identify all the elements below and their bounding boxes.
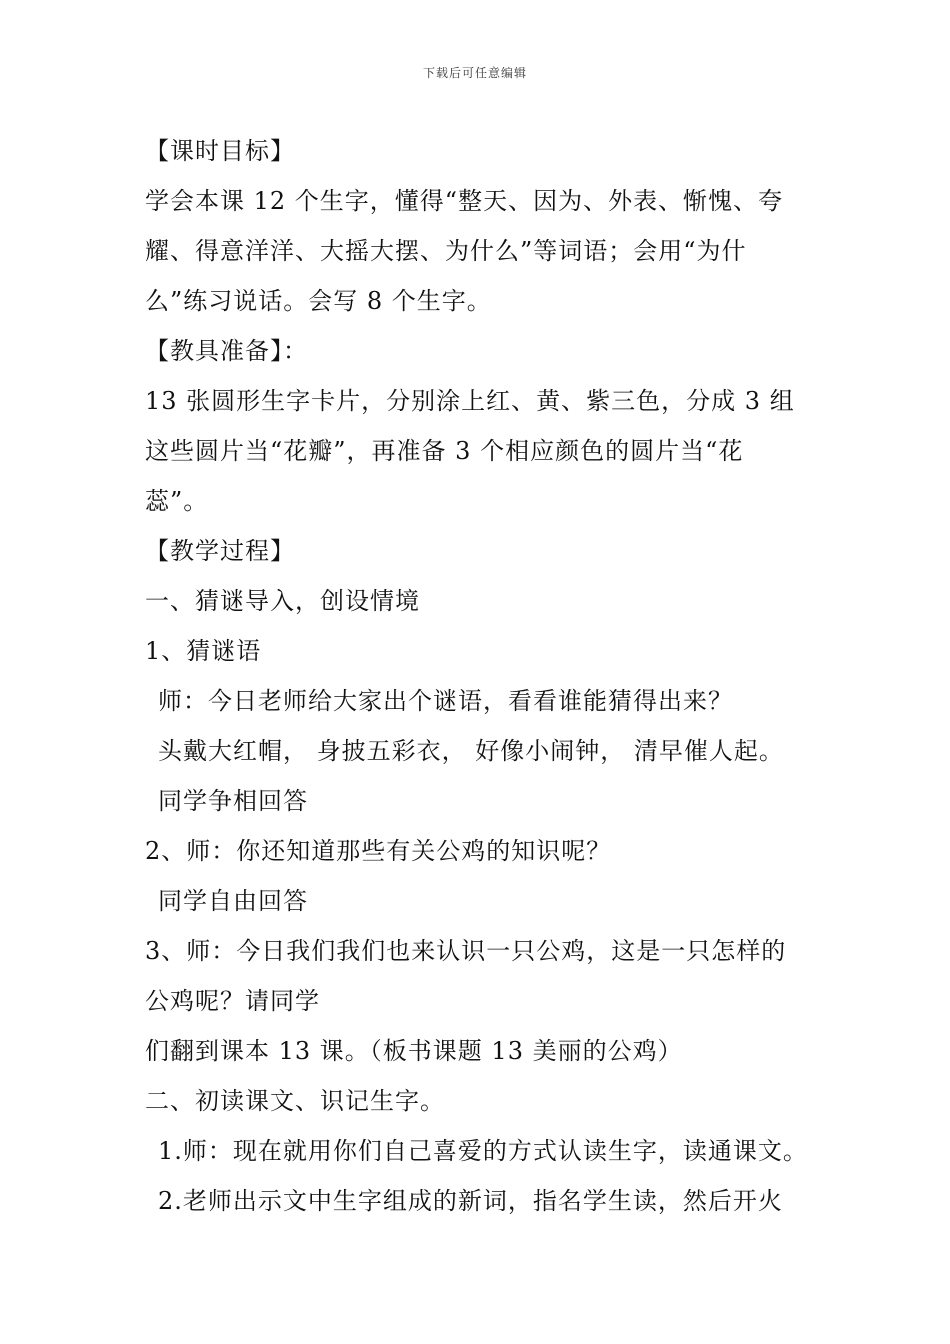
step-rooster-knowledge: 2、师：你还知道那些有关公鸡的知识呢？ — [145, 837, 612, 865]
step-riddle: 1、猜谜语 — [145, 637, 262, 665]
objectives-line-1: 学会本课 12 个生字，懂得“整天、因为、外表、惭愧、夸 — [145, 187, 784, 215]
students-answer-1: 同学争相回答 — [158, 787, 308, 815]
page-header-note: 下载后可任意编辑 — [422, 66, 527, 80]
step-two-item-1: 1.师：现在就用你们自己喜爱的方式认读生字，读通课文。 — [158, 1137, 808, 1165]
objectives-line-2: 耀、得意洋洋、大摇大摆、为什么”等词语；会用“为什 — [145, 237, 747, 265]
materials-line-1: 13 张圆形生字卡片，分别涂上红、黄、紫三色，分成 3 组 — [145, 387, 795, 415]
riddle-text: 头戴大红帽， 身披五彩衣， 好像小闹钟， 清早催人起。 — [158, 737, 784, 765]
section-heading-materials: 【教具准备】： — [145, 337, 308, 365]
section-heading-objectives: 【课时目标】 — [145, 137, 295, 165]
step-three-line-2: 公鸡呢？请同学 — [145, 987, 320, 1015]
materials-line-3: 蕊”。 — [145, 487, 209, 515]
materials-line-2: 这些圆片当“花瓣”，再准备 3 个相应颜色的圆片当“花 — [145, 437, 744, 465]
step-two-heading: 二、初读课文、识记生字。 — [145, 1087, 445, 1115]
step-three-line-3: 们翻到课本 13 课。（板书课题 13 美丽的公鸡） — [145, 1037, 683, 1065]
step-three-line-1: 3、师：今日我们我们也来认识一只公鸡，这是一只怎样的 — [145, 937, 787, 965]
teacher-riddle-prompt: 师：今日老师给大家出个谜语，看看谁能猜得出来？ — [158, 687, 733, 715]
section-heading-process: 【教学过程】 — [145, 537, 295, 565]
objectives-line-3: 么”练习说话。会写 8 个生字。 — [145, 287, 492, 315]
document-body — [145, 126, 825, 1226]
students-answer-2: 同学自由回答 — [158, 887, 308, 915]
step-one-heading: 一、猜谜导入，创设情境 — [145, 587, 420, 615]
step-two-item-2: 2.老师出示文中生字组成的新词，指名学生读，然后开火 — [158, 1187, 783, 1215]
